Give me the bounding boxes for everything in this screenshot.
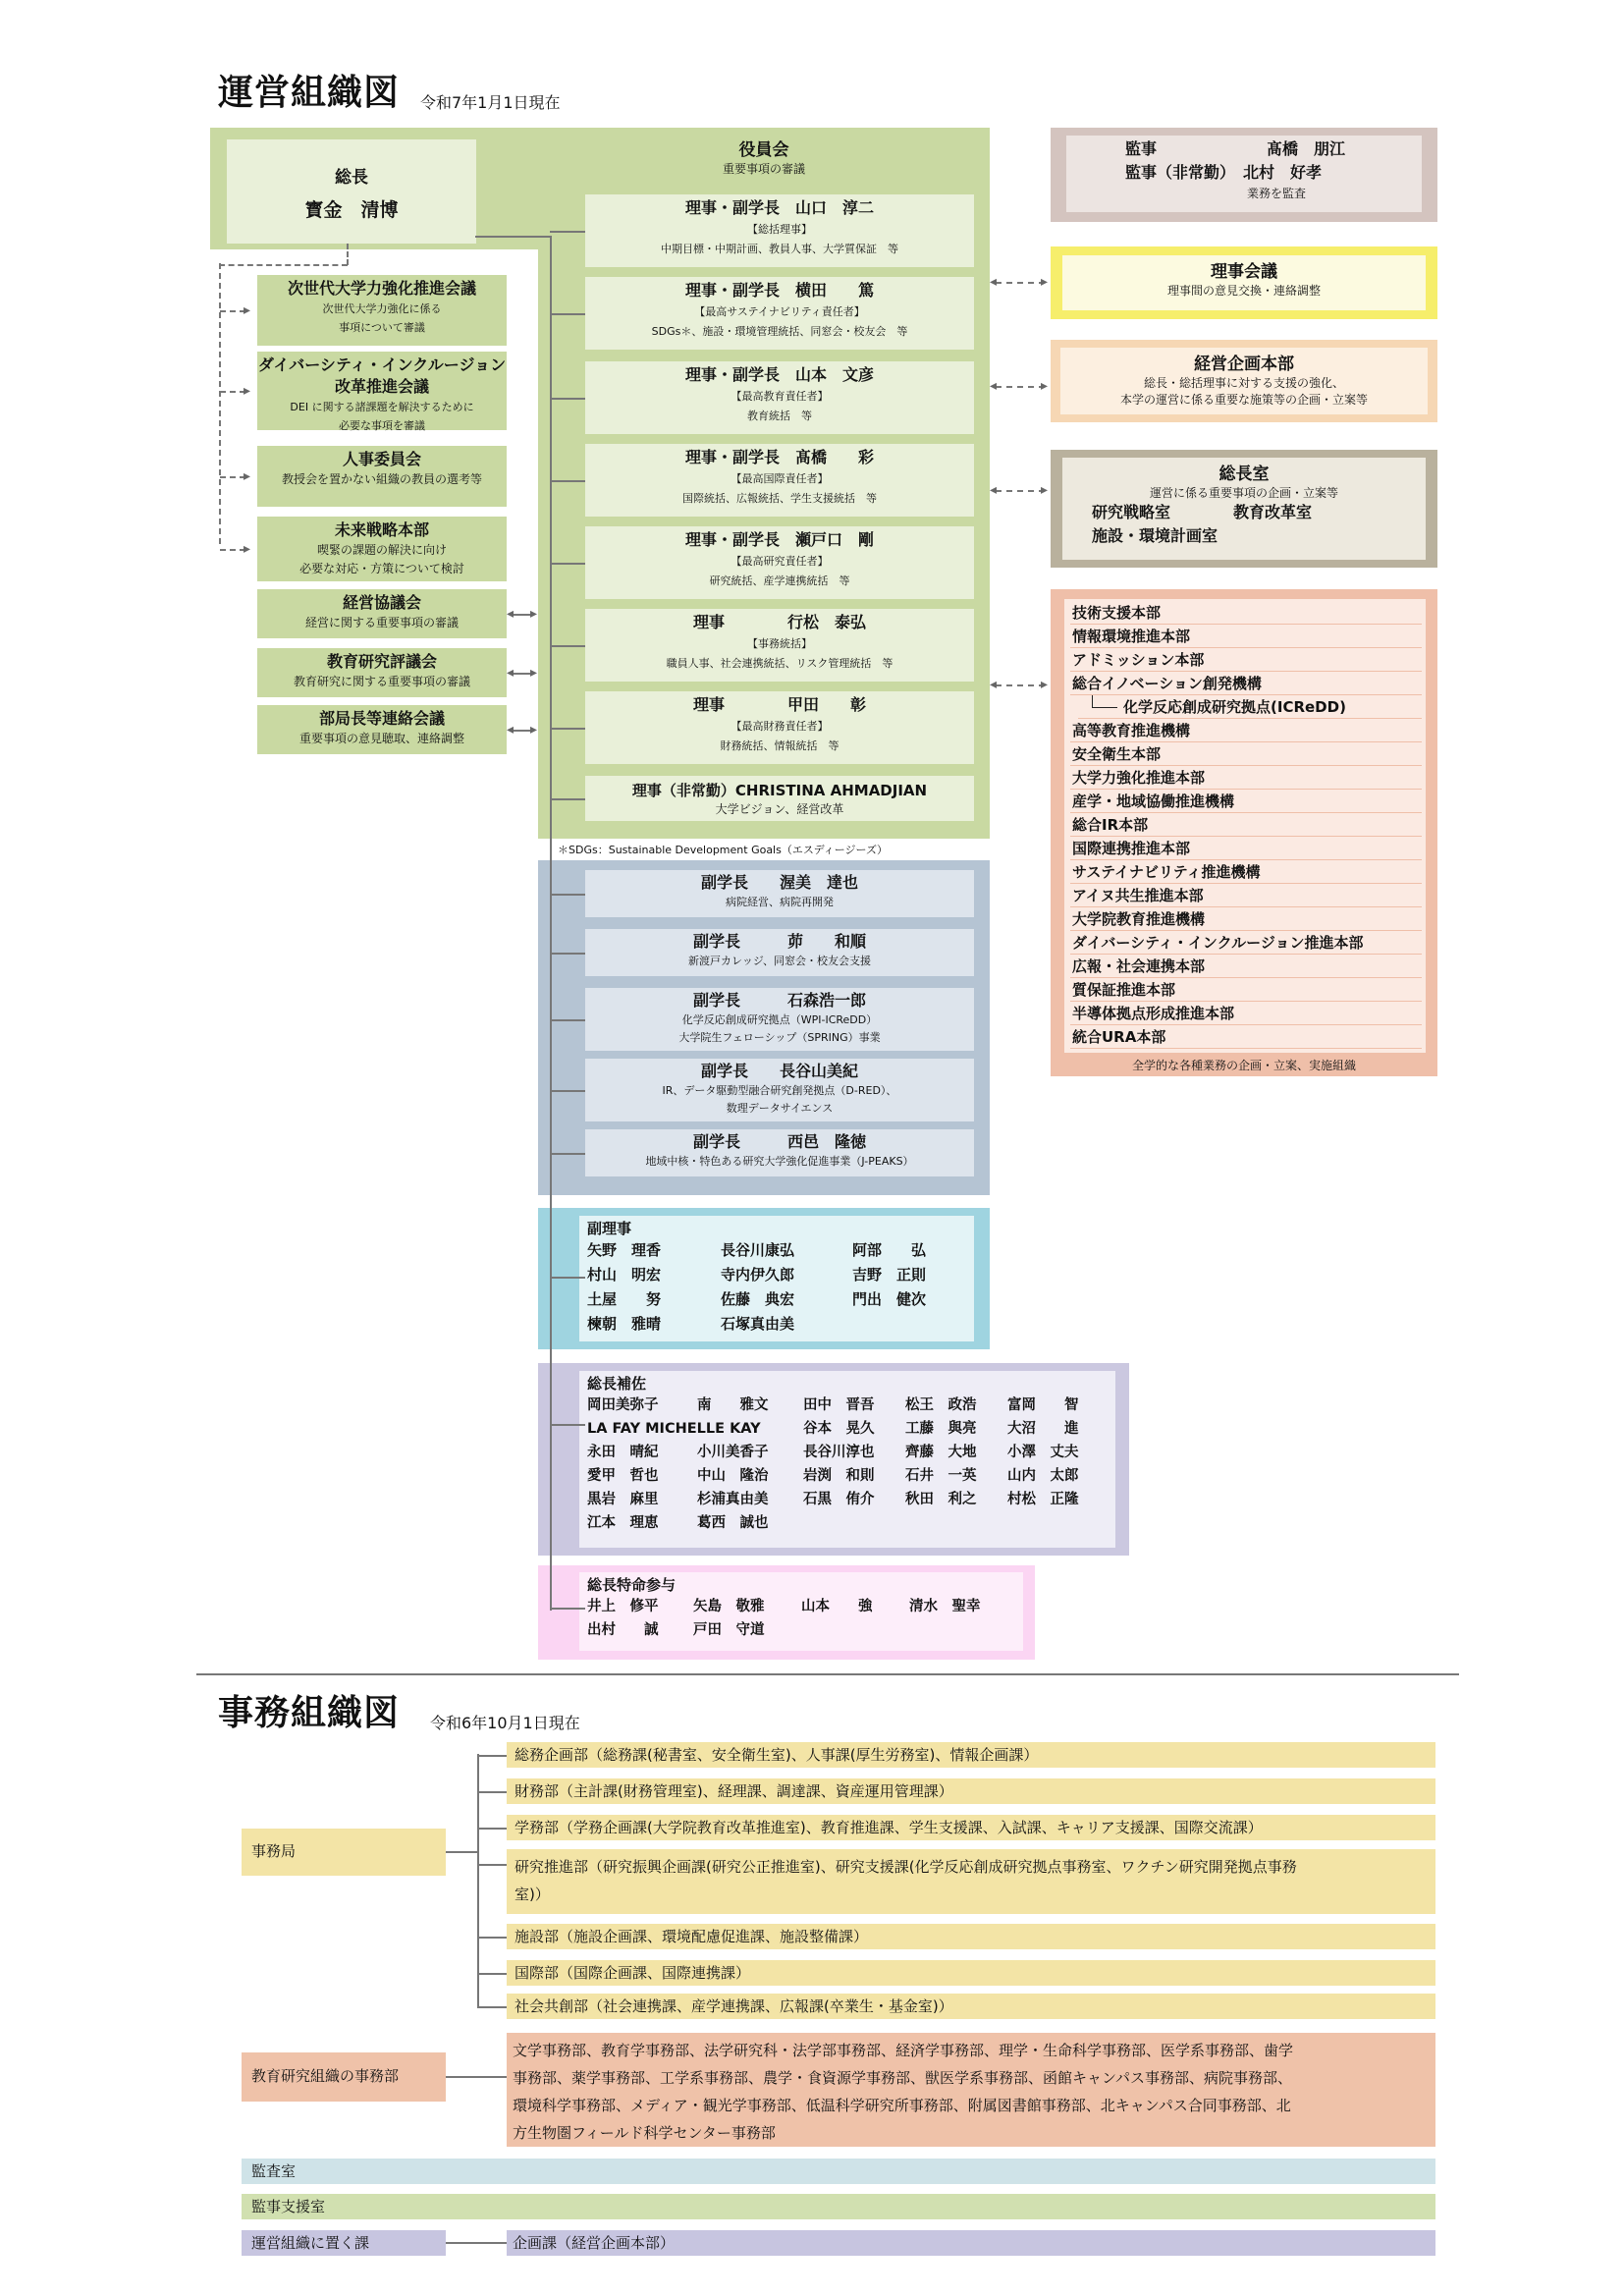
director-box: [585, 526, 974, 599]
department-row: 学務部（学務企画課(大学院教育改革推進室)、教育推進課、学生支援課、入試課、キャリア支援課、国際交流課）: [507, 1815, 1435, 1840]
committee-box: [257, 446, 507, 507]
vice-director-name: 吉野 正則: [852, 1266, 927, 1284]
director-name: 理事・副学長 山本 文彦: [684, 365, 874, 384]
audit-room-row: 監査室: [242, 2159, 1435, 2184]
assistant-name: 田中 晋吾: [803, 1397, 875, 1413]
vice-director-name: 寺内伊久郎: [721, 1266, 795, 1284]
arrow-right-icon: ▸: [244, 541, 251, 557]
director-box: [585, 444, 974, 517]
vice-director-row: [587, 1287, 966, 1312]
assistant-name: 秋田 利之: [905, 1492, 977, 1507]
department-row-line: 室)）: [514, 1886, 550, 1903]
vice-president-duty-2: 大学院生フェローシップ（SPRING）事業: [678, 1031, 881, 1044]
unit-item: 大学力強化推進本部: [1070, 766, 1422, 790]
assistant-row: [587, 1464, 1108, 1488]
section-divider: [196, 1673, 1459, 1675]
dept-connector: [477, 2006, 507, 2008]
arrow-left-icon: ◂: [507, 606, 514, 622]
director-name: 理事 甲田 彰: [692, 695, 866, 714]
unit-item: 安全衛生本部: [1070, 742, 1422, 766]
assistant-name: 松王 政浩: [905, 1397, 977, 1413]
board-header: [538, 136, 990, 177]
director-duty: 中期目標・中期計画、教員人事、大学質保証 等: [661, 243, 898, 255]
assistants-box: [579, 1371, 1115, 1548]
committee-title: 部局長等連絡会議: [318, 709, 445, 728]
connector-trunk: [550, 236, 552, 1611]
director-tag: 【最高教育責任者】: [731, 390, 829, 403]
dashed-arrow-line: [220, 391, 245, 393]
committee-line: 重要事項の意見聴取、連絡調整: [298, 732, 464, 745]
special-name: 戸田 守道: [693, 1622, 765, 1638]
committee-title-2: 改革推進会議: [334, 377, 429, 396]
unit-item: アドミッション本部: [1070, 648, 1422, 672]
department-row-line: 研究推進部（研究振興企画課(研究公正推進室)、研究支援課(化学反応創成研究拠点事務室、ワクチン研究開発拠点事務: [514, 1858, 1297, 1876]
connector-branch: [550, 1424, 585, 1426]
committee-box: [257, 705, 507, 754]
special-name: 山本 強: [801, 1599, 873, 1614]
connector-branch: [550, 1090, 585, 1092]
vice-director-row: [587, 1263, 966, 1287]
connector-president: [475, 236, 550, 238]
director-tag: 【総括理事】: [747, 223, 812, 236]
dashed-arrow-line: [220, 549, 245, 551]
assistant-name: 岩渕 和則: [803, 1468, 875, 1484]
assistant-name: 谷本 晃久: [803, 1421, 875, 1437]
edu-office-line: 文学事務部、教育学事務部、法学研究科・法学部事務部、経済学事務部、理学・生命科学事務部、医学系事務部、歯学: [513, 2042, 1294, 2059]
vice-director-name: 阿部 弘: [852, 1241, 927, 1259]
director-tag: 【最高研究責任者】: [731, 555, 829, 568]
arrow-left-icon: ◂: [990, 274, 998, 290]
page-date-top: 令和7年1月1日現在: [420, 93, 561, 112]
dashed-connector-president: [347, 244, 349, 265]
vice-directors-title: 副理事: [587, 1220, 632, 1237]
vice-president-box: [585, 988, 974, 1051]
assistant-name: 齊藤 大地: [905, 1445, 977, 1460]
special-name: 矢島 敬雅: [693, 1599, 765, 1614]
vice-president-duty: 新渡戸カレッジ、同窓会・校友会支援: [687, 955, 871, 967]
unit-item: 総合イノベーション創発機構: [1070, 672, 1422, 695]
director-name: 理事・副学長 瀬戸口 剛: [684, 530, 874, 549]
units-note: 全学的な各種業務の企画・立案、実施組織: [1131, 1059, 1356, 1072]
auditor-support-row: 監事支援室: [242, 2194, 1435, 2219]
vice-president-duty-2: 数理データサイエンス: [726, 1102, 834, 1115]
committee-box: [257, 648, 507, 697]
vice-director-name: 長谷川康弘: [721, 1241, 795, 1259]
vice-president-name: 副学長 長谷山美紀: [700, 1062, 858, 1080]
connector-branch: [550, 953, 585, 955]
unit-item: 大学院教育推進機構: [1070, 907, 1422, 931]
connector-branch: [550, 798, 585, 800]
auditor-note: 業務を監査: [1247, 187, 1307, 200]
board-title: 役員会: [738, 140, 789, 160]
director-tag: 【最高財務責任者】: [731, 720, 829, 733]
dashed-arrow-line: [220, 476, 245, 478]
arrow-left-icon: ◂: [990, 482, 998, 498]
arrow-right-icon: ▸: [244, 302, 251, 318]
director-tag: 【最高国際責任者】: [731, 472, 829, 485]
arrow-left-icon: ◂: [507, 665, 514, 681]
unit-item: 総合IR本部: [1070, 813, 1422, 837]
dashed-double-arrow: [996, 684, 1045, 686]
committee-line: DEI に関する諸課題を解決するために: [290, 401, 474, 413]
vice-president-box: [585, 1059, 974, 1121]
secretariat-connector: [446, 1851, 477, 1853]
board-meeting-title: 理事会議: [1211, 262, 1277, 282]
arrow-right-icon: ▸: [244, 468, 251, 484]
assistant-name: 村松 正隆: [1007, 1492, 1079, 1507]
arrow-right-icon: ▸: [530, 722, 538, 738]
dept-connector: [477, 1755, 507, 1757]
director-nonfull-box: [585, 776, 974, 821]
president-office-box: [1062, 458, 1426, 560]
ops-connector: [446, 2242, 507, 2244]
president-office-line-2: 施設・環境計画室: [1092, 526, 1218, 545]
director-duty: 財務統括、情報統括 等: [720, 739, 839, 752]
vice-president-name: 副学長 茆 和順: [692, 932, 866, 951]
connector-branch: [550, 480, 585, 482]
edu-office-connector: [446, 2076, 507, 2078]
director-nonfull-name: 理事（非常勤）CHRISTINA AHMADJIAN: [631, 782, 928, 799]
edu-office-line: 環境科学事務部、メディア・観光学事務部、低温科学研究所事務部、附属図書館事務部、北キャンパス合同事務部、北: [513, 2097, 1291, 2114]
planning-title: 経営企画本部: [1194, 355, 1294, 374]
vice-director-name: 門出 健次: [852, 1290, 927, 1308]
unit-item: サステイナビリティ推進機構: [1070, 860, 1422, 884]
committee-box: [257, 352, 507, 430]
page-date-bottom: 令和6年10月1日現在: [430, 1714, 580, 1732]
connector-branch: [550, 398, 585, 400]
director-name: 理事・副学長 山口 淳二: [684, 198, 874, 217]
committee-box: [257, 517, 507, 581]
vice-president-duty: 化学反応創成研究拠点（WPI-ICReDD）: [681, 1013, 878, 1026]
secretariat-box: 事務局: [242, 1829, 446, 1876]
assistant-name: 工藤 與亮: [905, 1421, 977, 1437]
assistant-name: 中山 隆治: [697, 1468, 769, 1484]
dept-connector: [477, 1828, 507, 1830]
arrow-left-icon: ◂: [990, 677, 998, 692]
director-box: [585, 194, 974, 267]
assistant-name: 長谷川淳也: [803, 1445, 875, 1460]
vice-president-name: 副学長 石森浩一郎: [692, 991, 866, 1010]
edu-office-line: 方生物圏フィールド科学センター事務部: [513, 2124, 776, 2142]
planning-box: [1060, 348, 1428, 414]
unit-item: ダイバーシティ・インクルージョン推進本部: [1070, 931, 1422, 955]
assistant-row: [587, 1511, 1108, 1535]
vice-director-name: 楝朝 雅晴: [587, 1315, 662, 1333]
arrow-right-icon: ▸: [1041, 482, 1049, 498]
director-nonfull-duty: 大学ビジョン、経営改革: [715, 802, 844, 816]
director-name: 理事・副学長 髙橋 彩: [684, 448, 874, 466]
vice-director-name: 村山 明宏: [587, 1266, 662, 1284]
assistants-title: 総長補佐: [587, 1375, 647, 1393]
department-row: 施設部（施設企画課、環境配慮促進課、施設整備課）: [507, 1924, 1435, 1949]
committee-box: [257, 589, 507, 638]
vice-president-duty: 病院経営、病院再開発: [726, 896, 834, 908]
special-name: 清水 聖幸: [909, 1599, 981, 1614]
department-row: 社会共創部（社会連携課、産学連携課、広報課(卒業生・基金室)）: [507, 1994, 1435, 2019]
page-title-bottom: 事務組織図: [218, 1693, 401, 1733]
unit-item: 高等教育推進機構: [1070, 719, 1422, 742]
dashed-double-arrow: [996, 386, 1045, 388]
vice-director-row: [587, 1238, 966, 1263]
edu-office-line: 事務部、薬学事務部、工学系事務部、農学・食資源学事務部、獣医学系事務部、函館キャンパス事務部、病院事務部、: [513, 2069, 1292, 2087]
auditor-line-1: 監事 髙橋 朋江: [1125, 139, 1346, 158]
committee-box: [257, 275, 507, 346]
vice-president-duty: 地域中核・特色ある研究大学強化促進事業（J-PEAKS）: [645, 1155, 914, 1168]
unit-item: 産学・地域協働推進機構: [1070, 790, 1422, 813]
connector-branch: [550, 728, 585, 730]
assistant-name: 小澤 丈夫: [1007, 1445, 1079, 1460]
edu-office-box: 教育研究組織の事務部: [242, 2052, 446, 2102]
president-office-note: 運営に係る重要事項の企画・立案等: [1149, 486, 1338, 500]
director-duty: SDGs＊、施設・環境管理統括、同窓会・校友会 等: [651, 325, 908, 338]
dashed-connector-left: [219, 263, 221, 544]
assistant-name: 小川美香子: [697, 1445, 769, 1460]
committee-line: 事項について審議: [339, 321, 425, 334]
special-name: 出村 誠: [587, 1622, 659, 1638]
dashed-double-arrow: [996, 282, 1045, 284]
vice-president-box: [585, 870, 974, 917]
board-meeting-note: 理事間の意見交換・連絡調整: [1166, 284, 1321, 298]
director-tag: 【最高サステイナビリティ責任者】: [694, 305, 865, 318]
director-box: [585, 361, 974, 434]
connector-branch: [550, 1277, 585, 1279]
vice-directors-box: [579, 1216, 974, 1341]
dashed-arrow-line: [220, 310, 245, 312]
arrow-right-icon: ▸: [244, 383, 251, 399]
vice-president-name: 副学長 渥美 達也: [700, 873, 858, 892]
connector-branch: [550, 1153, 585, 1155]
committee-title: 未来戦略本部: [334, 520, 429, 539]
board-meeting-box: [1062, 255, 1426, 310]
planning-line-1: 総長・総括理事に対する支援の強化、: [1143, 376, 1344, 390]
unit-item: 広報・社会連携本部: [1070, 955, 1422, 978]
committee-title: 経営協議会: [342, 593, 421, 612]
arrow-left-icon: ◂: [990, 378, 998, 394]
connector-branch: [550, 894, 585, 896]
unit-item: 化学反応創成研究拠点(ICReDD): [1078, 695, 1422, 719]
unit-item: 質保証推進本部: [1070, 978, 1422, 1002]
committee-line: 次世代大学力強化に係る: [322, 302, 442, 315]
assistant-name: 石黒 侑介: [803, 1492, 875, 1507]
auditors-box: [1066, 136, 1422, 212]
dashed-connector-top: [219, 264, 348, 266]
special-name: 井上 修平: [587, 1599, 659, 1614]
president-box: [227, 139, 476, 244]
director-name: 理事・副学長 横田 篤: [684, 281, 874, 300]
connector-branch: [550, 313, 585, 315]
arrow-right-icon: ▸: [1041, 677, 1049, 692]
director-duty: 職員人事、社会連携統括、リスク管理統括 等: [666, 657, 893, 670]
unit-item: 国際連携推進本部: [1070, 837, 1422, 860]
dashed-double-arrow: [996, 490, 1045, 492]
arrow-right-icon: ▸: [530, 606, 538, 622]
director-tag: 【事務統括】: [747, 637, 812, 650]
assistant-row: [587, 1417, 1108, 1441]
assistant-name: 愛甲 哲也: [587, 1468, 659, 1484]
unit-item: 半導体拠点形成推進本部: [1070, 1002, 1422, 1025]
page-title-top: 運営組織図: [218, 73, 401, 113]
vice-director-row: [587, 1312, 966, 1337]
committee-line: 教育研究に関する重要事項の審議: [293, 675, 470, 688]
assistant-name: 葛西 誠也: [697, 1515, 769, 1531]
president-role: 総長: [335, 168, 368, 188]
president-office-line-1: 研究戦略室 教育改革室: [1092, 503, 1313, 521]
vice-president-name: 副学長 西邑 隆徳: [692, 1132, 866, 1151]
connector-branch: [550, 645, 585, 647]
assistant-name: LA FAY MICHELLE KAY: [587, 1421, 761, 1437]
vice-director-name: 石塚真由美: [721, 1315, 795, 1333]
department-row: 国際部（国際企画課、国際連携課）: [507, 1960, 1435, 1986]
assistant-row: [587, 1488, 1108, 1511]
dept-connector: [477, 1973, 507, 1975]
assistant-name: 大沼 進: [1007, 1421, 1079, 1437]
connector-branch: [550, 1019, 585, 1021]
director-duty: 研究統括、産学連携統括 等: [709, 574, 850, 587]
unit-item: アイヌ共生推進本部: [1070, 884, 1422, 907]
connector-branch: [550, 1608, 585, 1610]
dept-connector: [477, 1937, 507, 1939]
dept-connector: [477, 1791, 507, 1793]
vice-director-name: 佐藤 典宏: [721, 1290, 795, 1308]
committee-title: 教育研究評議会: [326, 652, 437, 671]
vice-president-box: [585, 1129, 974, 1176]
department-row: 財務部（主計課(財務管理室)、経理課、調達課、資産運用管理課）: [507, 1778, 1435, 1804]
assistant-name: 山内 太郎: [1007, 1468, 1079, 1484]
vice-president-box: [585, 929, 974, 976]
committee-title: 人事委員会: [342, 450, 421, 468]
director-box: [585, 277, 974, 350]
vice-director-name: 矢野 理香: [587, 1241, 662, 1259]
assistant-name: 南 雅文: [697, 1397, 769, 1413]
department-row-research: [507, 1849, 1435, 1914]
director-box: [585, 691, 974, 764]
dept-connector: [477, 1864, 507, 1866]
special-title: 総長特命参与: [587, 1576, 677, 1594]
assistant-name: 永田 晴紀: [587, 1445, 659, 1460]
assistant-name: 岡田美弥子: [587, 1397, 659, 1413]
special-row: [587, 1618, 1015, 1642]
vice-director-name: 土屋 努: [587, 1290, 662, 1308]
arrow-right-icon: ▸: [530, 665, 538, 681]
vice-president-duty: IR、データ駆動型融合研究創発拠点（D-RED）、: [662, 1084, 897, 1097]
assistant-name: 杉浦真由美: [697, 1492, 769, 1507]
assistant-name: 富岡 智: [1007, 1397, 1079, 1413]
assistant-name: 石井 一英: [905, 1468, 977, 1484]
committee-title: 次世代大学力強化推進会議: [287, 279, 476, 298]
unit-item: 技術支援本部: [1070, 601, 1422, 625]
committee-line: 教授会を置かない組織の教員の選考等: [281, 472, 482, 486]
unit-item: 統合URA本部: [1070, 1025, 1422, 1049]
assistant-name: 江本 理恵: [587, 1515, 659, 1531]
department-row: 総務企画部（総務課(秘書室、安全衛生室)、人事課(厚生労務室)、情報企画課）: [507, 1742, 1435, 1768]
auditor-line-2: 監事（非常勤） 北村 好孝: [1125, 163, 1323, 182]
committee-line: 経営に関する重要事項の審議: [304, 616, 459, 629]
sdgs-note: ＊SDGs：Sustainable Development Goals（エスディージーズ）: [558, 844, 888, 856]
unit-item: 情報環境推進本部: [1070, 625, 1422, 648]
connector-branch: [550, 563, 585, 565]
arrow-left-icon: ◂: [507, 722, 514, 738]
arrow-right-icon: ▸: [1041, 378, 1049, 394]
planning-line-2: 本学の運営に係る重要な施策等の企画・立案等: [1119, 393, 1368, 407]
assistant-name: 黒岩 麻里: [587, 1492, 659, 1507]
president-name: 寳金 清博: [304, 199, 399, 221]
assistant-row: [587, 1394, 1108, 1417]
ops-section-value: 企画課（経営企画本部）: [507, 2230, 1435, 2256]
director-box: [585, 609, 974, 682]
committee-line: 喫緊の課題の解決に向け: [316, 543, 447, 557]
connector-branch: [550, 231, 585, 233]
arrow-right-icon: ▸: [1041, 274, 1049, 290]
assistant-row: [587, 1441, 1108, 1464]
president-office-title: 総長室: [1218, 465, 1270, 484]
special-box: [579, 1572, 1023, 1651]
board-subtitle: 重要事項の審議: [722, 162, 805, 176]
committee-line: 必要な対応・方策について検討: [299, 562, 464, 575]
committee-title: ダイバーシティ・インクルージョン: [257, 355, 507, 374]
committee-line: 必要な事項を審議: [339, 419, 425, 432]
director-duty: 教育統括 等: [747, 410, 812, 422]
special-row: [587, 1595, 1015, 1618]
ops-section-label: 運営組織に置く課: [242, 2230, 446, 2256]
director-name: 理事 行松 泰弘: [692, 613, 866, 631]
director-duty: 国際統括、広報統括、学生支援統括 等: [682, 492, 877, 505]
